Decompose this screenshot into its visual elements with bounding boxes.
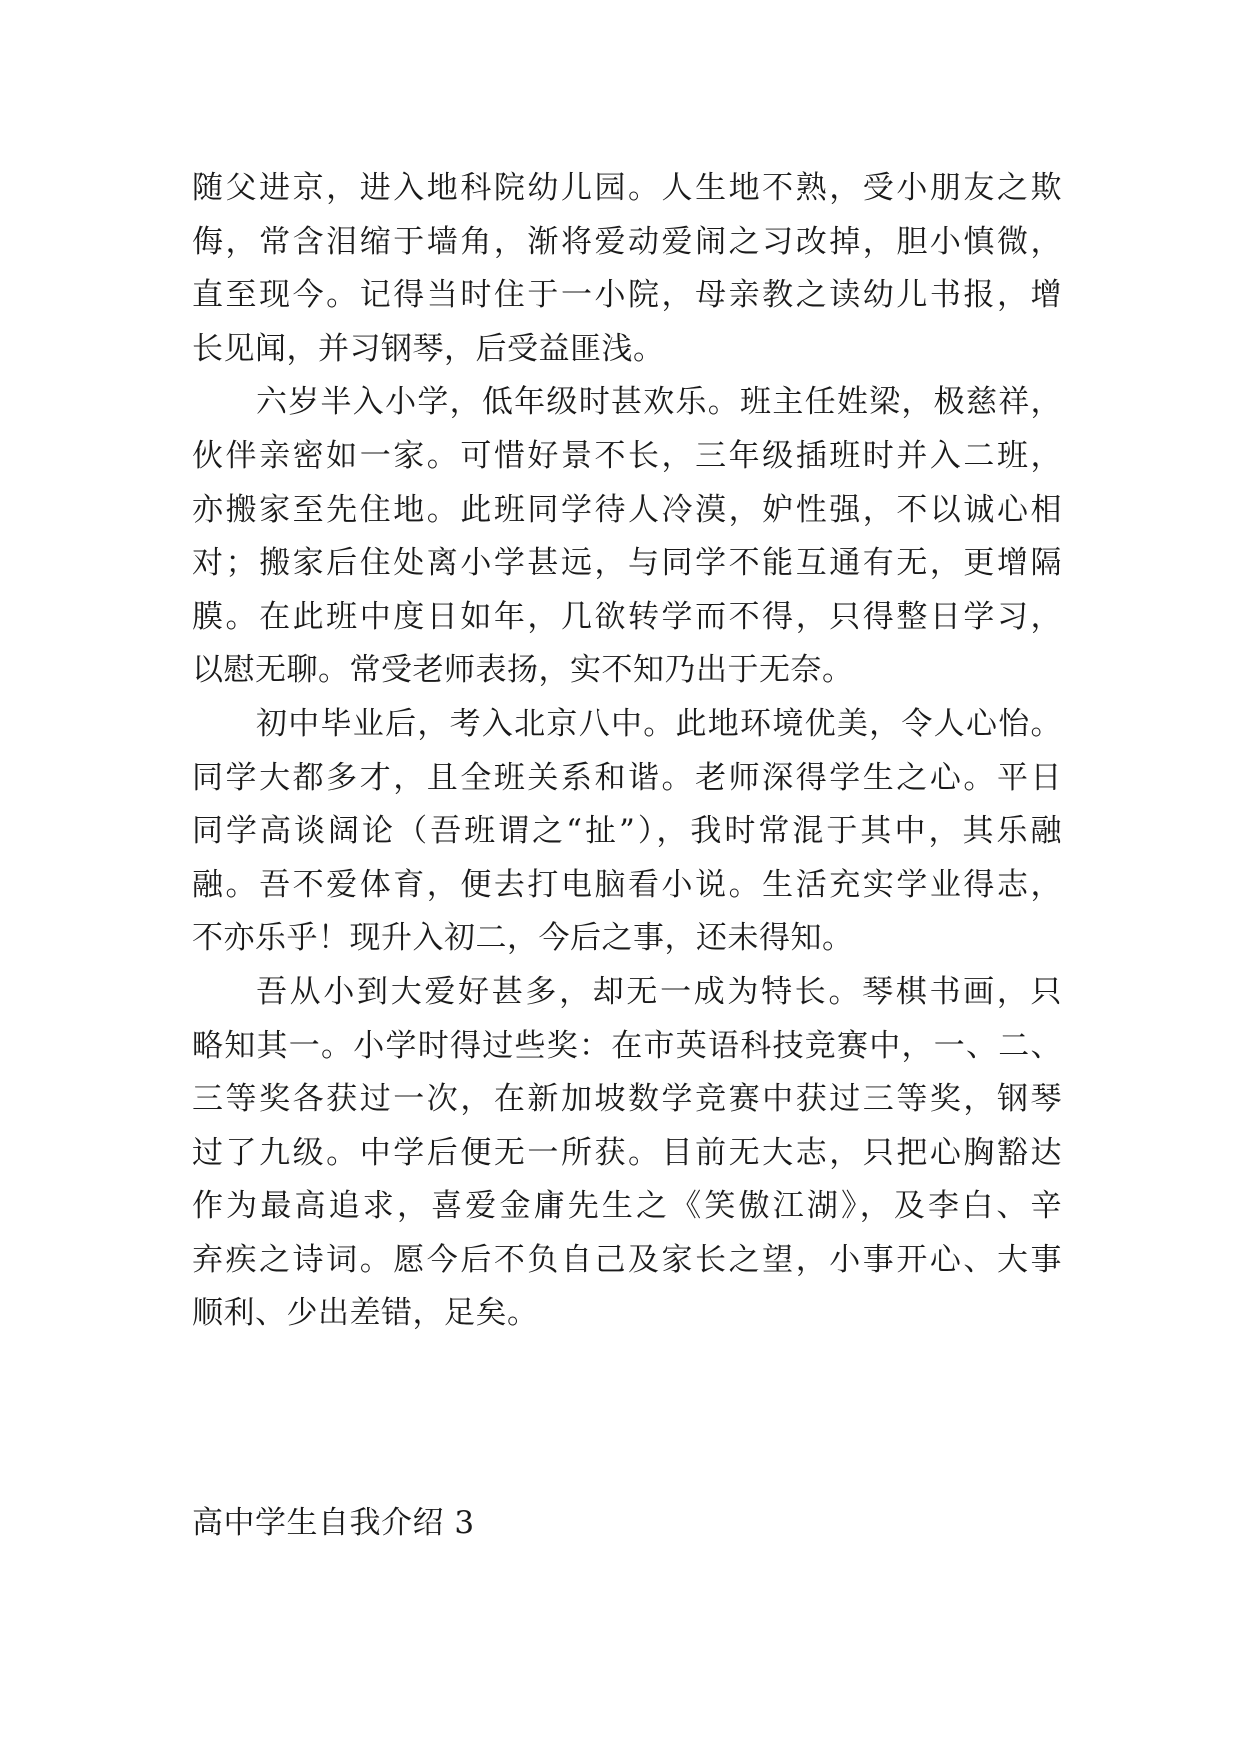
paragraph-4-line-2: 略知其一。小学时得过些奖：在市英语科技竞赛中，一、二、: [192, 1027, 1062, 1064]
paragraph-4-line-5: 作为最高追求，喜爱金庸先生之《笑傲江湖》，及李白、辛: [192, 1188, 1062, 1225]
paragraph-1-line-1: 随父进京，进入地科院幼儿园。人生地不熟，受小朋友之欺: [192, 170, 1062, 206]
paragraph-2-line-1: 六岁半入小学，低年级时甚欢乐。班主任姓梁，极慈祥，: [256, 384, 1062, 421]
paragraph-4-line-4: 过了九级。中学后便无一所获。目前无大志，只把心胸豁达: [192, 1134, 1062, 1171]
paragraph-3-line-2: 同学大都多才，且全班关系和谐。老师深得学生之心。平日: [192, 759, 1062, 796]
paragraph-3-line-5: 不亦乐乎！现升入初二，今后之事，还未得知。: [192, 920, 854, 957]
paragraph-2-line-3: 亦搬家至先住地。此班同学待人冷漠，妒性强，不以诚心相: [192, 491, 1062, 528]
paragraph-1-line-4: 长见闻，并习钢琴，后受益匪浅。: [192, 330, 665, 367]
paragraph-4-line-3: 三等奖各获过一次，在新加坡数学竞赛中获过三等奖，钢琴: [192, 1081, 1062, 1118]
paragraph-4-line-6: 弃疾之诗词。愿今后不负自己及家长之望，小事开心、大事: [192, 1241, 1062, 1278]
paragraph-3-line-3: 同学高谈阔论（吾班谓之“扯”），我时常混于其中，其乐融: [192, 813, 1062, 850]
paragraph-2-line-2: 伙伴亲密如一家。可惜好景不长，三年级插班时并入二班，: [192, 437, 1062, 474]
document-body: [192, 162, 1062, 1341]
paragraph-2-line-6: 以慰无聊。常受老师表扬，实不知乃出于无奈。: [192, 652, 854, 689]
paragraph-2-line-5: 膜。在此班中度日如年，几欲转学而不得，只得整日学习，: [192, 598, 1062, 635]
paragraph-2-line-4: 对；搬家后住处离小学甚远，与同学不能互通有无，更增隔: [192, 545, 1062, 582]
paragraph-3-line-4: 融。吾不爱体育，便去打电脑看小说。生活充实学业得志，: [192, 866, 1062, 903]
paragraph-1-line-2: 侮，常含泪缩于墙角，渐将爱动爱闹之习改掉，胆小慎微，: [192, 223, 1062, 260]
section-heading: 高中学生自我介绍 3: [192, 1505, 475, 1541]
paragraph-4-line-7: 顺利、少出差错，足矣。: [192, 1295, 539, 1332]
paragraph-4-line-1: 吾从小到大爱好甚多，却无一成为特长。琴棋书画，只: [256, 973, 1062, 1010]
paragraph-1-line-3: 直至现今。记得当时住于一小院，母亲教之读幼儿书报，增: [192, 277, 1062, 314]
paragraph-3-line-1: 初中毕业后，考入北京八中。此地环境优美，令人心怡。: [256, 705, 1062, 742]
